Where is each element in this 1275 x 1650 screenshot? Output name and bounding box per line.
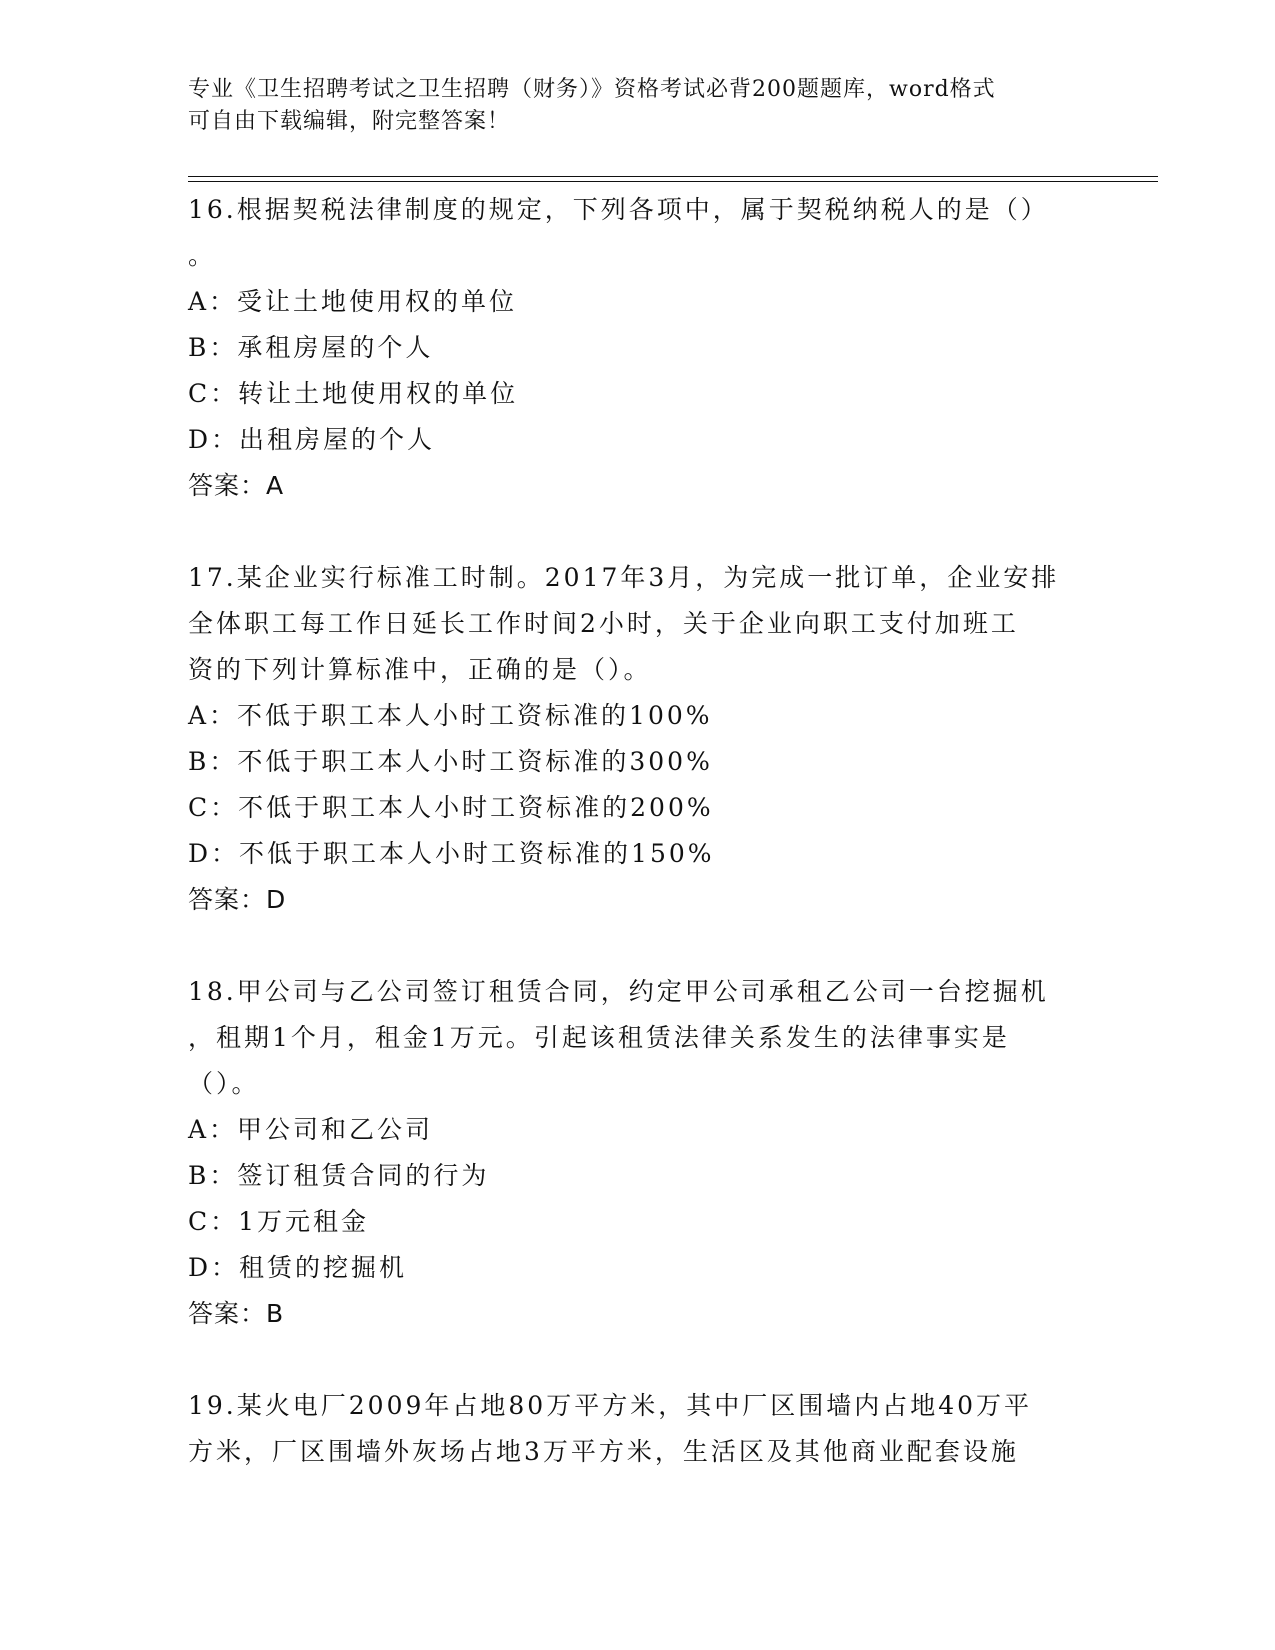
document-header (188, 74, 1068, 138)
question-text: 19.某火电厂2009年占地80万平方米，其中厂区围墙内占地40万平 (188, 1391, 1033, 1420)
answer-line: 答案：B (188, 1299, 285, 1328)
option-a: A：受让土地使用权的单位 (188, 287, 518, 316)
question-text: 全体职工每工作日延长工作时间2小时，关于企业向职工支付加班工 (188, 609, 1019, 638)
option-d: D：出租房屋的个人 (188, 425, 436, 454)
answer-line: 答案：D (188, 885, 287, 914)
question-block (188, 1383, 1088, 1475)
question-text: 17.某企业实行标准工时制。2017年3月，为完成一批订单，企业安排 (188, 563, 1060, 592)
question-text: （）。 (188, 1069, 260, 1098)
question-block (188, 969, 1088, 1337)
option-a: A：甲公司和乙公司 (188, 1115, 434, 1144)
option-b: B：承租房屋的个人 (188, 333, 434, 362)
answer-line: 答案：A (188, 471, 285, 500)
option-a: A：不低于职工本人小时工资标准的100% (188, 701, 713, 730)
header-line-2: 可自由下载编辑，附完整答案！ (188, 109, 511, 134)
option-b: B：不低于职工本人小时工资标准的300% (188, 747, 713, 776)
option-c: C：转让土地使用权的单位 (188, 379, 519, 408)
question-text: 16.根据契税法律制度的规定，下列各项中，属于契税纳税人的是（） (188, 195, 1049, 224)
question-text: 。 (188, 241, 217, 270)
question-block (188, 187, 1088, 509)
option-d: D：租赁的挖掘机 (188, 1253, 408, 1282)
header-divider-bottom (188, 181, 1158, 182)
option-c: C：1万元租金 (188, 1207, 370, 1236)
option-c: C：不低于职工本人小时工资标准的200% (188, 793, 714, 822)
option-d: D：不低于职工本人小时工资标准的150% (188, 839, 715, 868)
header-line-1: 专业《卫生招聘考试之卫生招聘（财务）》资格考试必背200题题库，word格式 (188, 77, 996, 102)
question-list (188, 187, 1088, 1475)
question-text: ，租期1个月，租金1万元。引起该租赁法律关系发生的法律事实是 (188, 1023, 1010, 1052)
question-text: 方米，厂区围墙外灰场占地3万平方米，生活区及其他商业配套设施 (188, 1437, 1019, 1466)
header-divider-top (188, 176, 1158, 177)
question-text: 18.甲公司与乙公司签订租赁合同，约定甲公司承租乙公司一台挖掘机 (188, 977, 1049, 1006)
question-text: 资的下列计算标准中，正确的是（）。 (188, 655, 652, 684)
question-block (188, 555, 1088, 923)
option-b: B：签订租赁合同的行为 (188, 1161, 490, 1190)
